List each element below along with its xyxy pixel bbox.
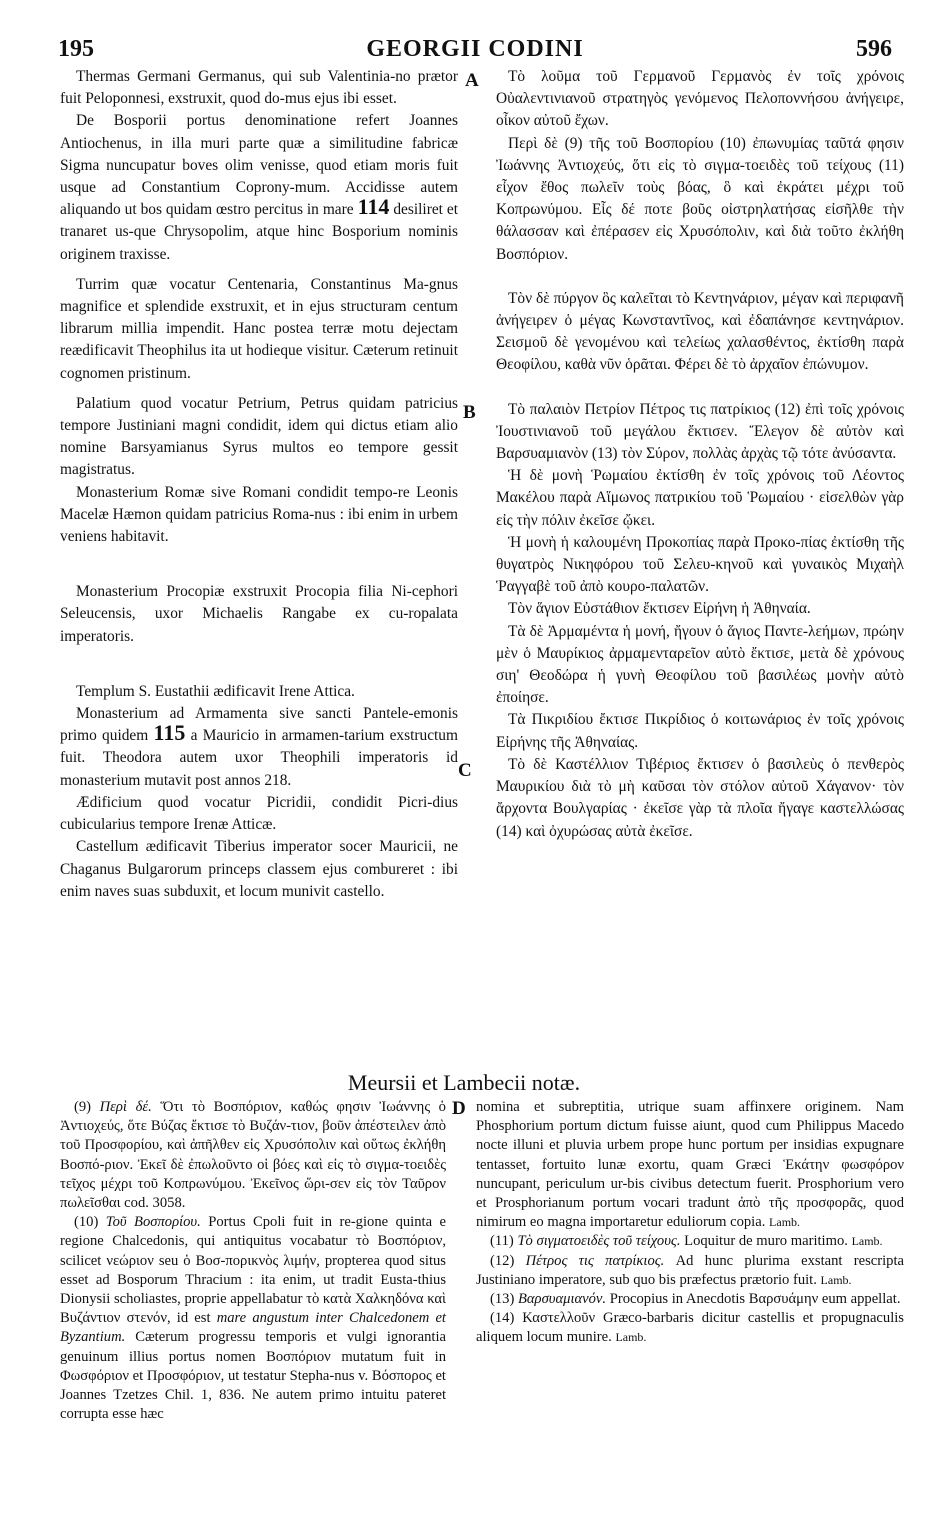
latin-paragraph: Ædificium quod vocatur Picridii, condidit Picri-dius cubicularius tempore Irenæ Atticæ.	[60, 793, 458, 834]
notes-heading: Meursii et Lambecii notæ.	[347, 1070, 581, 1095]
greek-paragraph: Ἡ δὲ μονὴ Ῥωμαίου ἐκτίσθη ἐν τοῖς χρόνοις τοῦ Λέοντος Μακέλου παρὰ Αἵμωνος πατρικίου τοῦ Ῥωμαίου · εἰσελθὼν γὰρ εἰς τὴν πόλιν ἐκεῖσε ᾤκει.	[496, 467, 904, 529]
notes-column-left	[60, 1098, 446, 1424]
margin-letter-d: D	[452, 1098, 466, 1119]
greek-paragraph: Περὶ δὲ (9) τῆς τοῦ Βοσπορίου (10) ἐπωνυμίας ταῦτά φησιν Ἰωάννης Ἀντιοχεύς, ὅτι εἰς τὸ σιγμα-τοειδὲς τοῦ τείχους (11) εἶχον ἔθος πωλεῖν τοὺς βόας, ὃ καὶ ἐκράτει μέχρι τοῦ Κοπρωνύμου. Εἷς δέ ποτε βοῦς οἰστρηλατήσας εἰσῆλθε τὴν θάλασσαν καὶ ἐπέρασεν εἰς Χρυσόπολιν, καὶ διὰ τοῦτο ἐκλήθη Βοσπόριον.	[496, 134, 904, 263]
note-9: (9) Περὶ δέ. Ὅτι τὸ Βοσπόριον, καθώς φησιν Ἰωάννης ὁ Ἀντιοχεύς, ὅτε Βύζας ἔκτισε τὸ Βυζάν-τιον, βοῦν ἀπέστειλεν ἀπὸ τοῦ Προσφορίου, καὶ ἀπῆλθεν εἰς Χρυσόπολιν καὶ οὕτως ἐκλήθη Βοσπό-ριον. Ἐκεῖ δὲ ἐπωλοῦντο οἱ βόες καὶ εἰς τὸ σιγμα-τοειδὲς τεῖχος μέχρι τοῦ Κοπρωνύμου. Ἐκεῖνος ὥρι-σεν εἰς τὸν Ταῦρον πωλεῖσθαι cod. 3058.	[60, 1099, 446, 1212]
page-number-left: 195	[58, 36, 94, 62]
latin-paragraph: Castellum ædificavit Tiberius imperator socer Mauricii, ne Chaganus Bulgarorum princeps classem ejus combureret : ibi enim naves suas subduxit, et locum munivit castello.	[60, 838, 458, 900]
greek-paragraph: Τὸ λοῦμα τοῦ Γερμανοῦ Γερμανὸς ἐν τοῖς χρόνοις Οὐαλεντινιανοῦ στρατηγὸς γενόμενος Πελοποννήσου ἀνήγειρε, οἶκον αὐτοῦ ἔχων.	[496, 68, 904, 130]
latin-paragraph: Monasterium Procopiæ exstruxit Procopia filia Ni-cephori Seleucensis, uxor Michaelis Rangabe ex cu-ropalata imperatoris.	[60, 583, 458, 645]
note-12: (12) Πέτρος τις πατρίκιος. Ad hunc plurima exstant rescripta Justiniano imperatore, sub quo bis præfectus prætorio fuit. Lamb.	[476, 1252, 904, 1288]
note-11: (11) Τὸ σιγματοειδὲς τοῦ τείχους. Loquitur de muro maritimo. Lamb.	[490, 1233, 883, 1250]
marginal-number: 114	[357, 194, 390, 220]
running-header	[58, 36, 892, 62]
greek-paragraph: Τὰ δὲ Ἀρμαμέντα ἡ μονή, ἤγουν ὁ ἅγιος Παντε-λεήμων, πρώην μὲν ὁ Μαυρίκιος ἀρμαμενταρεῖον αὐτὸ ἔκτισε, μετὰ δὲ χρόνους σιη' Θεοδώρα ἡ γυνὴ Θεοφίλου τοῦ βασιλέως μονὴν αὐτὸ ἐποίησε.	[496, 622, 904, 707]
marginal-number: 115	[153, 720, 186, 746]
latin-column	[60, 66, 458, 903]
page-number-right: 596	[856, 36, 892, 62]
margin-letter-b: B	[463, 402, 476, 423]
greek-paragraph: Τὸ παλαιὸν Πετρίον Πέτρος τις πατρίκιος (12) ἐπὶ τοῖς χρόνοις Ἰουστινιανοῦ τοῦ μεγάλου ἔκτισεν. Ἔλεγον δὲ αὐτὸν καὶ Βαρσυαμιανὸν (13) τὸν Σύρον, πολλὰς ἀρχὰς τῷ τότε ἀνύσαντα.	[496, 400, 904, 463]
notes-column-right	[476, 1098, 904, 1348]
greek-paragraph: Τὸν ἅγιον Εὐστάθιον ἔκτισεν Εἰρήνη ἡ Ἀθηναία.	[508, 600, 811, 618]
latin-paragraph: Thermas Germani Germanus, qui sub Valentinia-no prætor fuit Peloponnesi, exstruxit, quod do-mus ejus ibi esset.	[60, 68, 458, 108]
margin-letter-c: C	[458, 760, 472, 781]
note-10-continued: nomina et subreptitia, utrique suam affinxere originem. Nam Phosphorium portum dictum fuisse aiunt, quod cum Philippus Macedo nocte illuni et pluvia urbem prope hunc portum per insidias expugnare tentasset, fortuito lunæ exortu, quam Græci Ἑκάτην φωσφόρον nuncupant, periculum ur-bis civibus detectum fuerit. Prosphorium vero et Prosphorianum portum vocari tradunt ἀπὸ τῆς προσφορᾶς, quod nimirum eo magna importaretur eduliorum copia. Lamb.	[476, 1099, 904, 1231]
greek-column	[496, 66, 904, 843]
note-10: (10) Τοῦ Βοσπορίου. Portus Cpoli fuit in re-gione quinta e regione Chalcedonis, qui antiquitus vocabatur τὸ Βοσπόριον, scilicet νεώριον seu ὁ Βοσ-πορικνὸς λιμήν, propterea quod situs esset ad Bosporum Thracium : ita enim, ut tradit Eusta-thius Dionysii scholiastes, proprie appellabatur τὸ κατὰ Χαλκηδόνα καὶ Βυζάντιον στενόν, id est mare angustum inter Chalcedonem et Byzantium. Cæterum progressu temporis et vulgi ignorantia genuinum illius portus nomen Βοσπόριον mutatum fuit in Φωσφόριον et Προσφόριον, ut testatur Stepha-nus v. Βόσπορος et Joannes Tzetzes Chil. 1, 836. Ne autem primo intuitu pateret corrupta esse hæc	[60, 1214, 446, 1423]
running-title: GEORGII CODINI	[366, 36, 584, 62]
margin-letter-a: A	[465, 70, 479, 91]
latin-paragraph: Turrim quæ vocatur Centenaria, Constantinus Ma-gnus magnifice et splendide exstruxit, et in ejus structuram centum librarum millia impendit. Hanc postea terræ motu dejectam reædificavit Theophilus ita ut hodieque visitur. Cæterum retinuit cognomen pristinum.	[60, 275, 458, 382]
latin-paragraph: Templum S. Eustathii ædificavit Irene Attica.	[76, 682, 355, 700]
latin-paragraph: Monasterium ad Armamenta sive sancti Pantele-emonis primo quidem 115 a Mauricio in armamen-tarium exstructum fuit. Theodora autem uxor Theophili imperatoris id monasterium mutavit post annos 218.	[60, 705, 458, 789]
greek-paragraph: Τὰ Πικριδίου ἔκτισε Πικρίδιος ὁ κοιτωνάριος ἐν τοῖς χρόνοις Εἰρήνης τῆς Ἀθηναίας.	[496, 711, 904, 751]
latin-paragraph: De Bosporii portus denominatione refert Joannes Antiochenus, in illa muri parte quæ a similitudine fabricæ Sigma nuncupatur boves olim venisse, quod etiam moris fuit usque ad Constantium Coprony-mum. Accidisse autem aliquando ut bos quidam œstro percitus in mare 114 desiliret et tranaret us-que Chrysopolim, atque hinc Bosporium nominis originem traxisse.	[60, 112, 458, 263]
latin-paragraph: Palatium quod vocatur Petrium, Petrus quidam patricius tempore Justiniani magni condidit, idem qui dictus etiam alio nomine Barsyamianus Syrus multos eo tempore gessit magistratus.	[60, 394, 458, 479]
greek-paragraph: Τὸν δὲ πύργον ὃς καλεῖται τὸ Κεντηνάριον, μέγαν καὶ περιφανῆ ἀνήγειρεν ὁ μέγας Κωνσταντῖνος, καὶ ἐδαπάνησε κεντηνάριον. Σεισμοῦ δὲ γενομένου καὶ τελείως χαλασθέντος, ἐκτίσθη παρὰ Θεοφίλου, καθὰ νῦν ὁρᾶται. Φέρει δὲ τὸ ἀρχαῖον ἐπώνυμον.	[496, 289, 904, 374]
note-13: (13) Βαρσυαμιανόν. Procopius in Anecdotis Βαρσυάμην eum appellat.	[490, 1291, 901, 1308]
greek-paragraph: Τὸ δὲ Καστέλλιον Τιβέριος ἔκτισεν ὁ βασιλεὺς ὁ πενθερὸς Μαυρικίου διὰ τὸ μὴ καῦσαι τὸν στόλον αὐτοῦ Χάγανον· τὸν ἄρχοντα Βουλγαρίας · ἐκεῖσε γὰρ τὰ πλοῖα ἤγαγε καστελλώσας (14) καὶ ὀχυρώσας αὐτὰ ἐκεῖσε.	[496, 755, 904, 840]
greek-paragraph: Ἡ μονὴ ἡ καλουμένη Προκοπίας παρὰ Προκο-πίας ἐκτίσθη τῆς θυγατρὸς Νικηφόρου τοῦ Σελευ-κηνοῦ καὶ γυναικὸς Μιχαὴλ Ῥαγγαβὲ τοῦ ἀπὸ κουρο-παλατῶν.	[496, 533, 904, 596]
latin-paragraph: Monasterium Romæ sive Romani condidit tempo-re Leonis Macelæ Hæmon quidam patricius Roma-nus : ibi enim in urbem veniens habitavit.	[60, 483, 458, 546]
note-14: (14) Καστελλοῦν Græco-barbaris dicitur castellis et propugnaculis aliquem locum munire. Lamb.	[476, 1310, 904, 1346]
